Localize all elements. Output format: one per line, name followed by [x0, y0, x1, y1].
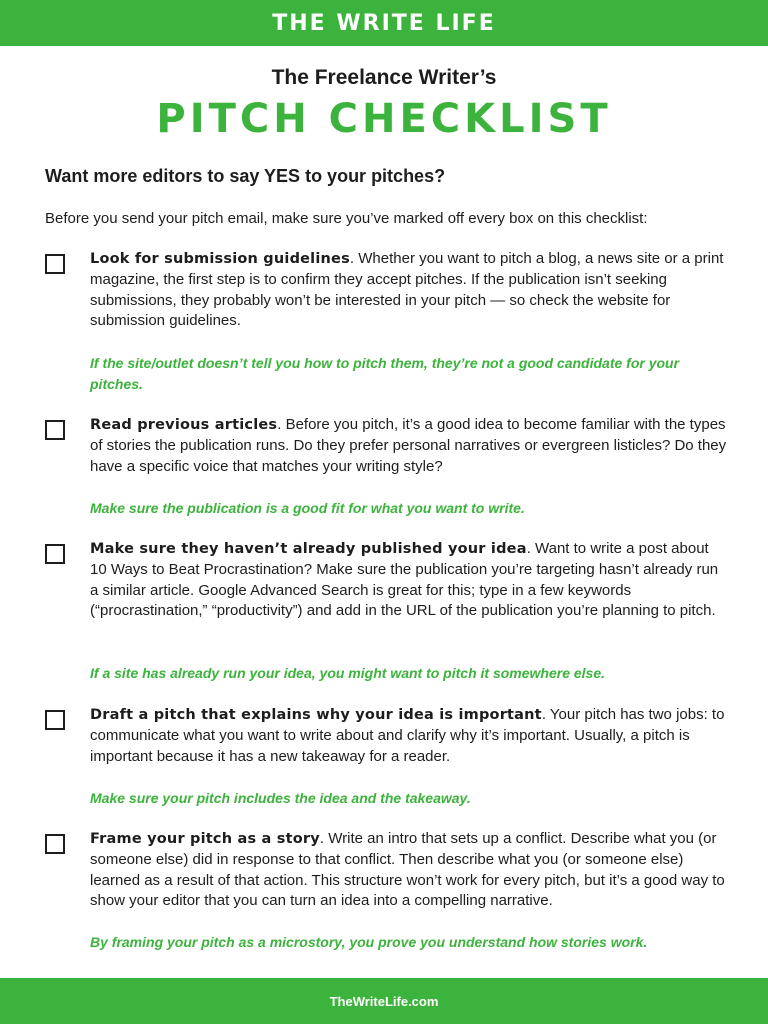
checkbox-item-2[interactable]	[45, 420, 65, 440]
intro-text: Before you send your pitch email, make sure you’ve marked off every box on this checklist:	[45, 210, 648, 227]
checklist-item-5-title: Frame your pitch as a story	[90, 831, 320, 847]
checklist-item-2-body: . Before you pitch, it’s a good idea to become familiar with the types of stories the publication runs. Do they prefer personal narratives or evergreen listicles? Do they have a specific voice that matches your writing style?	[90, 416, 727, 475]
checkbox-item-5[interactable]	[45, 834, 65, 854]
checklist-item-5-body: . Write an intro that sets up a conflict. Describe what you (or someone else) did in response to that conflict. Then describe what you (or someone else) learned as a result of that action. This structure won’t work for every pitch, but it’s a good way to show your editor that you can turn an idea into a compelling narrative.	[90, 830, 725, 910]
checklist-item-3-tip: If a site has already run your idea, you might want to pitch it somewhere else.	[90, 665, 606, 681]
checklist-item-2-tip: Make sure the publication is a good fit for what you want to write.	[90, 500, 525, 516]
checklist-item-2-title: Read previous articles	[90, 417, 278, 433]
brand-logo: THE WRITE LIFE	[272, 10, 496, 36]
checklist-item-1-title: Look for submission guidelines	[90, 251, 350, 267]
checklist-item-5-text	[90, 829, 728, 912]
checklist-item-5-tip: By framing your pitch as a microstory, you prove you understand how stories work.	[90, 934, 648, 950]
checklist-item-1-tip: If the site/outlet doesn’t tell you how to pitch them, they’re not a good candidate for your pitches.	[90, 355, 680, 392]
checklist-item-3-body: . Want to write a post about 10 Ways to Beat Procrastination? Make sure the publication you’re targeting hasn’t already run a similar article. Google Advanced Search is great for this; type in a few keywords (“procrastination,” “productivity”) and add in the URL of the publication you’re planning to pitch.	[90, 540, 719, 620]
footer-link[interactable]: TheWriteLife.com	[329, 993, 439, 1009]
checklist-item-4-text	[90, 705, 728, 767]
checklist-item-1-body: . Whether you want to pitch a blog, a news site or a print magazine, the first step is to confirm they accept pitches. If the publication isn’t seeking submissions, they probably won’t be interested in your pitch — so check the website for submission guidelines.	[90, 250, 724, 330]
checkbox-item-3[interactable]	[45, 544, 65, 564]
checklist-item-4-tip: Make sure your pitch includes the idea and the takeaway.	[90, 790, 471, 806]
checklist-item-3-title: Make sure they haven’t already published your idea	[90, 541, 527, 557]
page-subtitle: The Freelance Writer’s	[271, 66, 497, 89]
checkbox-item-4[interactable]	[45, 710, 65, 730]
page-title: PITCH CHECKLIST	[156, 96, 612, 142]
checklist-item-4-title: Draft a pitch that explains why your idea is important	[90, 707, 542, 723]
checklist-item-4-body: . Your pitch has two jobs: to communicate what you want to write about and clarify why it’s important. Usually, a pitch is important because it has a new takeaway for a reader.	[90, 706, 725, 765]
checkbox-item-1[interactable]	[45, 254, 65, 274]
header-bar	[0, 0, 768, 46]
checklist-item-1-text	[90, 249, 728, 332]
checklist-item-2-text	[90, 415, 728, 477]
footer-bar	[0, 978, 768, 1024]
lead-question: Want more editors to say YES to your pitches?	[45, 166, 446, 186]
checklist-item-3-text	[90, 539, 728, 622]
